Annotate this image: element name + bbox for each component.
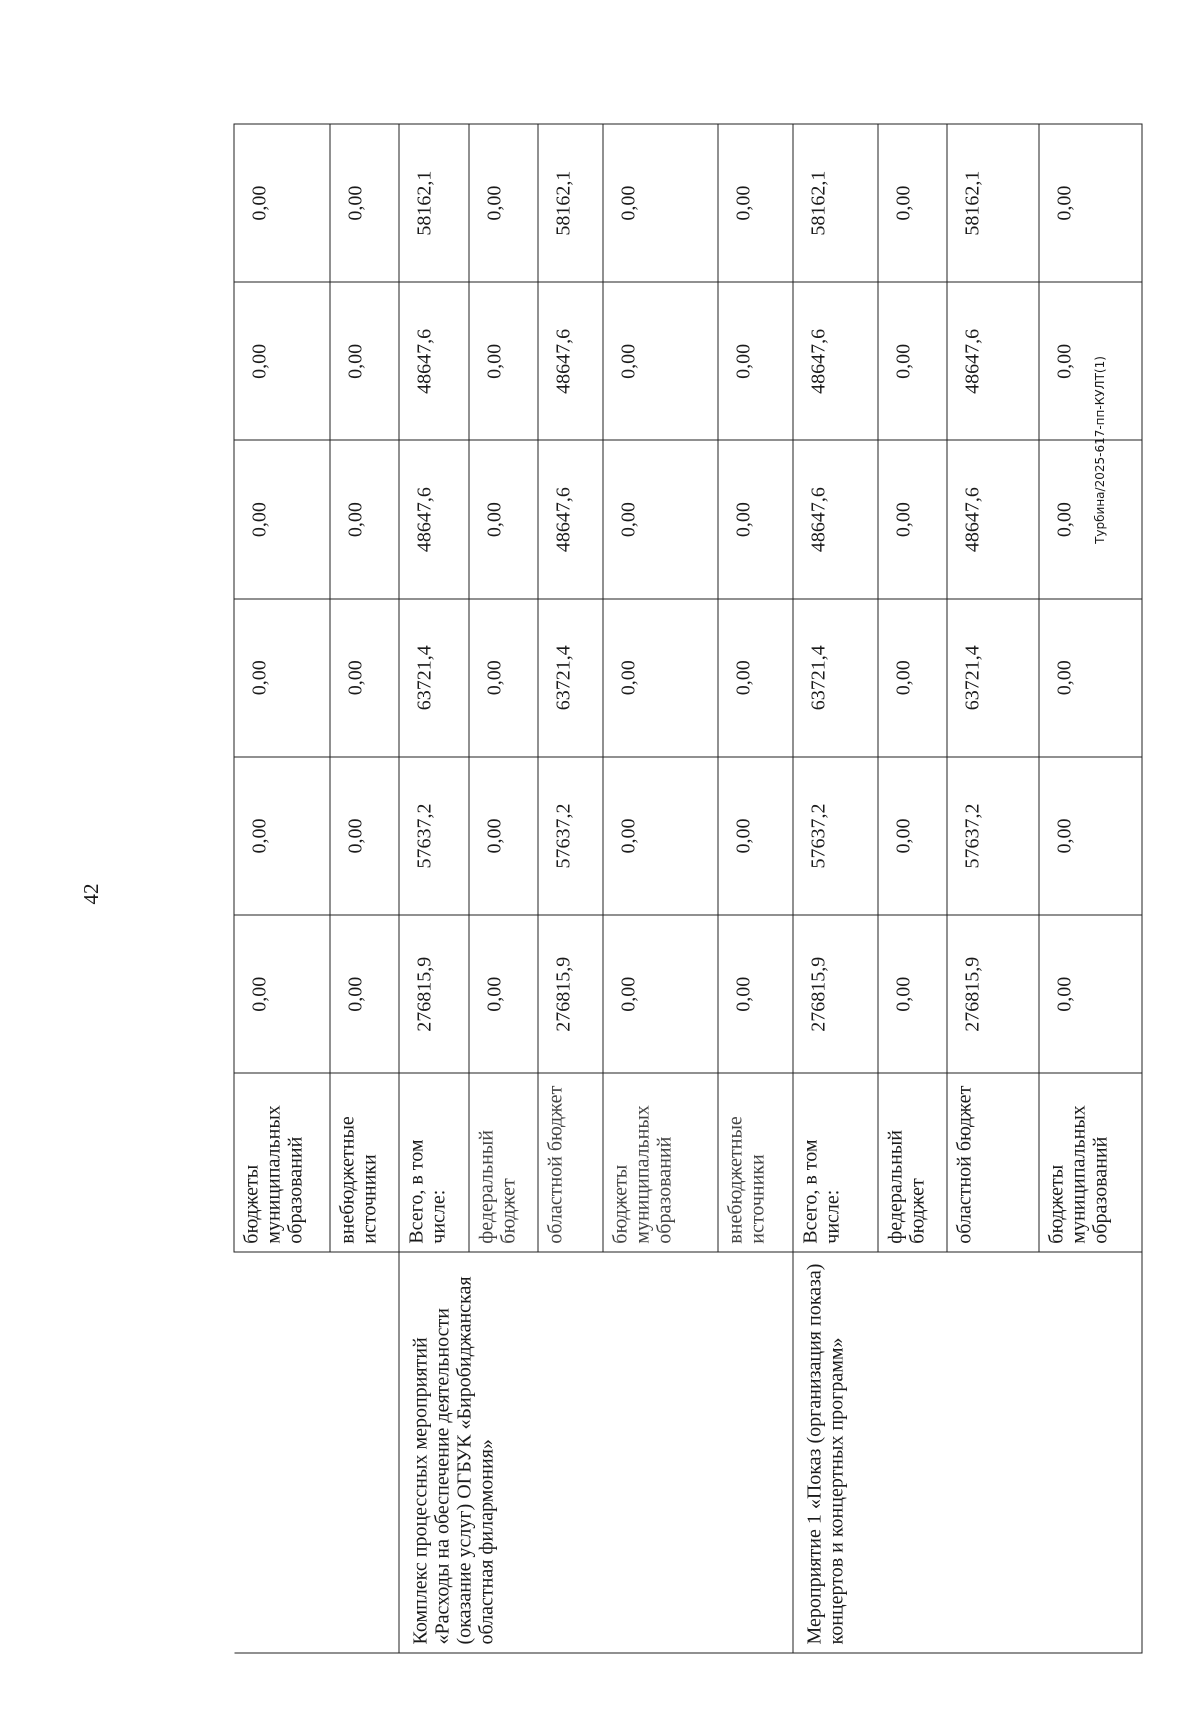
- value-cell: 0,00: [603, 599, 717, 757]
- value-cell: 0,00: [1039, 915, 1142, 1073]
- value-cell: 48647,6: [793, 282, 878, 440]
- value-cell: 0,00: [330, 599, 399, 757]
- budget-table-container: [234, 124, 1143, 1654]
- value-cell: 0,00: [234, 124, 330, 282]
- value-cell: 0,00: [234, 599, 330, 757]
- value-cell: 0,00: [718, 915, 793, 1073]
- source-cell: внебюджетные источники: [330, 1073, 399, 1252]
- value-cell: 0,00: [718, 282, 793, 440]
- value-cell: 58162,1: [947, 124, 1038, 282]
- value-cell: 48647,6: [538, 440, 604, 598]
- value-cell: 0,00: [330, 124, 399, 282]
- value-cell: 63721,4: [947, 599, 1038, 757]
- source-cell: областной бюджет: [947, 1073, 1038, 1252]
- value-cell: 0,00: [718, 124, 793, 282]
- value-cell: 0,00: [330, 915, 399, 1073]
- source-cell: бюджеты муниципальных образований: [603, 1073, 717, 1252]
- value-cell: 0,00: [603, 124, 717, 282]
- value-cell: 0,00: [469, 757, 538, 915]
- value-cell: 0,00: [234, 440, 330, 598]
- group-cell-complex: Комплекс процессных мероприятий «Расходы на обеспечение деятельности (оказание услуг) ОГБУК «Биробиджанская областная филармония»: [399, 1252, 793, 1653]
- value-cell: 0,00: [234, 757, 330, 915]
- value-cell: 276815,9: [947, 915, 1038, 1073]
- value-cell: 0,00: [603, 440, 717, 598]
- value-cell: 0,00: [330, 440, 399, 598]
- value-cell: 276815,9: [538, 915, 604, 1073]
- value-cell: 0,00: [718, 599, 793, 757]
- value-cell: 0,00: [330, 757, 399, 915]
- value-cell: 0,00: [469, 599, 538, 757]
- value-cell: 48647,6: [947, 440, 1038, 598]
- table-row: [399, 124, 468, 1653]
- value-cell: 0,00: [718, 440, 793, 598]
- value-cell: 0,00: [469, 282, 538, 440]
- value-cell: 0,00: [1039, 757, 1142, 915]
- source-cell: внебюджетные источники: [718, 1073, 793, 1252]
- value-cell: 0,00: [878, 915, 947, 1073]
- value-cell: 58162,1: [793, 124, 878, 282]
- value-cell: 0,00: [878, 757, 947, 915]
- source-cell: Всего, в том числе:: [399, 1073, 468, 1252]
- group-cell-continuation: [234, 1252, 399, 1653]
- value-cell: 0,00: [878, 282, 947, 440]
- value-cell: 48647,6: [947, 282, 1038, 440]
- source-cell: бюджеты муниципальных образований: [234, 1073, 330, 1252]
- table-row: [793, 124, 878, 1653]
- value-cell: 63721,4: [538, 599, 604, 757]
- value-cell: 0,00: [469, 440, 538, 598]
- value-cell: 276815,9: [399, 915, 468, 1073]
- document-code: Турбина/2025-617-пп-КУЛТ(1): [1093, 356, 1107, 544]
- value-cell: 48647,6: [793, 440, 878, 598]
- value-cell: 63721,4: [793, 599, 878, 757]
- value-cell: 58162,1: [538, 124, 604, 282]
- value-cell: 0,00: [603, 915, 717, 1073]
- value-cell: 0,00: [1039, 282, 1142, 440]
- value-cell: 0,00: [1039, 440, 1142, 598]
- value-cell: 0,00: [878, 599, 947, 757]
- value-cell: 48647,6: [399, 440, 468, 598]
- value-cell: 57637,2: [793, 757, 878, 915]
- value-cell: 0,00: [1039, 599, 1142, 757]
- value-cell: 0,00: [469, 915, 538, 1073]
- value-cell: 0,00: [603, 757, 717, 915]
- value-cell: 57637,2: [538, 757, 604, 915]
- group-cell-event-1: Мероприятие 1 «Показ (организация показа) концертов и концертных программ»: [793, 1252, 1142, 1653]
- value-cell: 0,00: [878, 440, 947, 598]
- source-cell: областной бюджет: [538, 1073, 604, 1252]
- value-cell: 57637,2: [947, 757, 1038, 915]
- source-cell: Всего, в том числе:: [793, 1073, 878, 1252]
- value-cell: 48647,6: [399, 282, 468, 440]
- source-cell: бюджеты муниципальных образований: [1039, 1073, 1142, 1252]
- value-cell: 58162,1: [399, 124, 468, 282]
- value-cell: 57637,2: [399, 757, 468, 915]
- value-cell: 63721,4: [399, 599, 468, 757]
- value-cell: 0,00: [718, 757, 793, 915]
- source-cell: федеральный бюджет: [469, 1073, 538, 1252]
- value-cell: 0,00: [234, 282, 330, 440]
- value-cell: 0,00: [234, 915, 330, 1073]
- value-cell: 0,00: [1039, 124, 1142, 282]
- value-cell: 0,00: [330, 282, 399, 440]
- budget-table: [234, 124, 1143, 1654]
- source-cell: федеральный бюджет: [878, 1073, 947, 1252]
- value-cell: 0,00: [603, 282, 717, 440]
- value-cell: 48647,6: [538, 282, 604, 440]
- table-row: [234, 124, 330, 1653]
- value-cell: 276815,9: [793, 915, 878, 1073]
- page-number: 42: [79, 883, 103, 905]
- value-cell: 0,00: [469, 124, 538, 282]
- value-cell: 0,00: [878, 124, 947, 282]
